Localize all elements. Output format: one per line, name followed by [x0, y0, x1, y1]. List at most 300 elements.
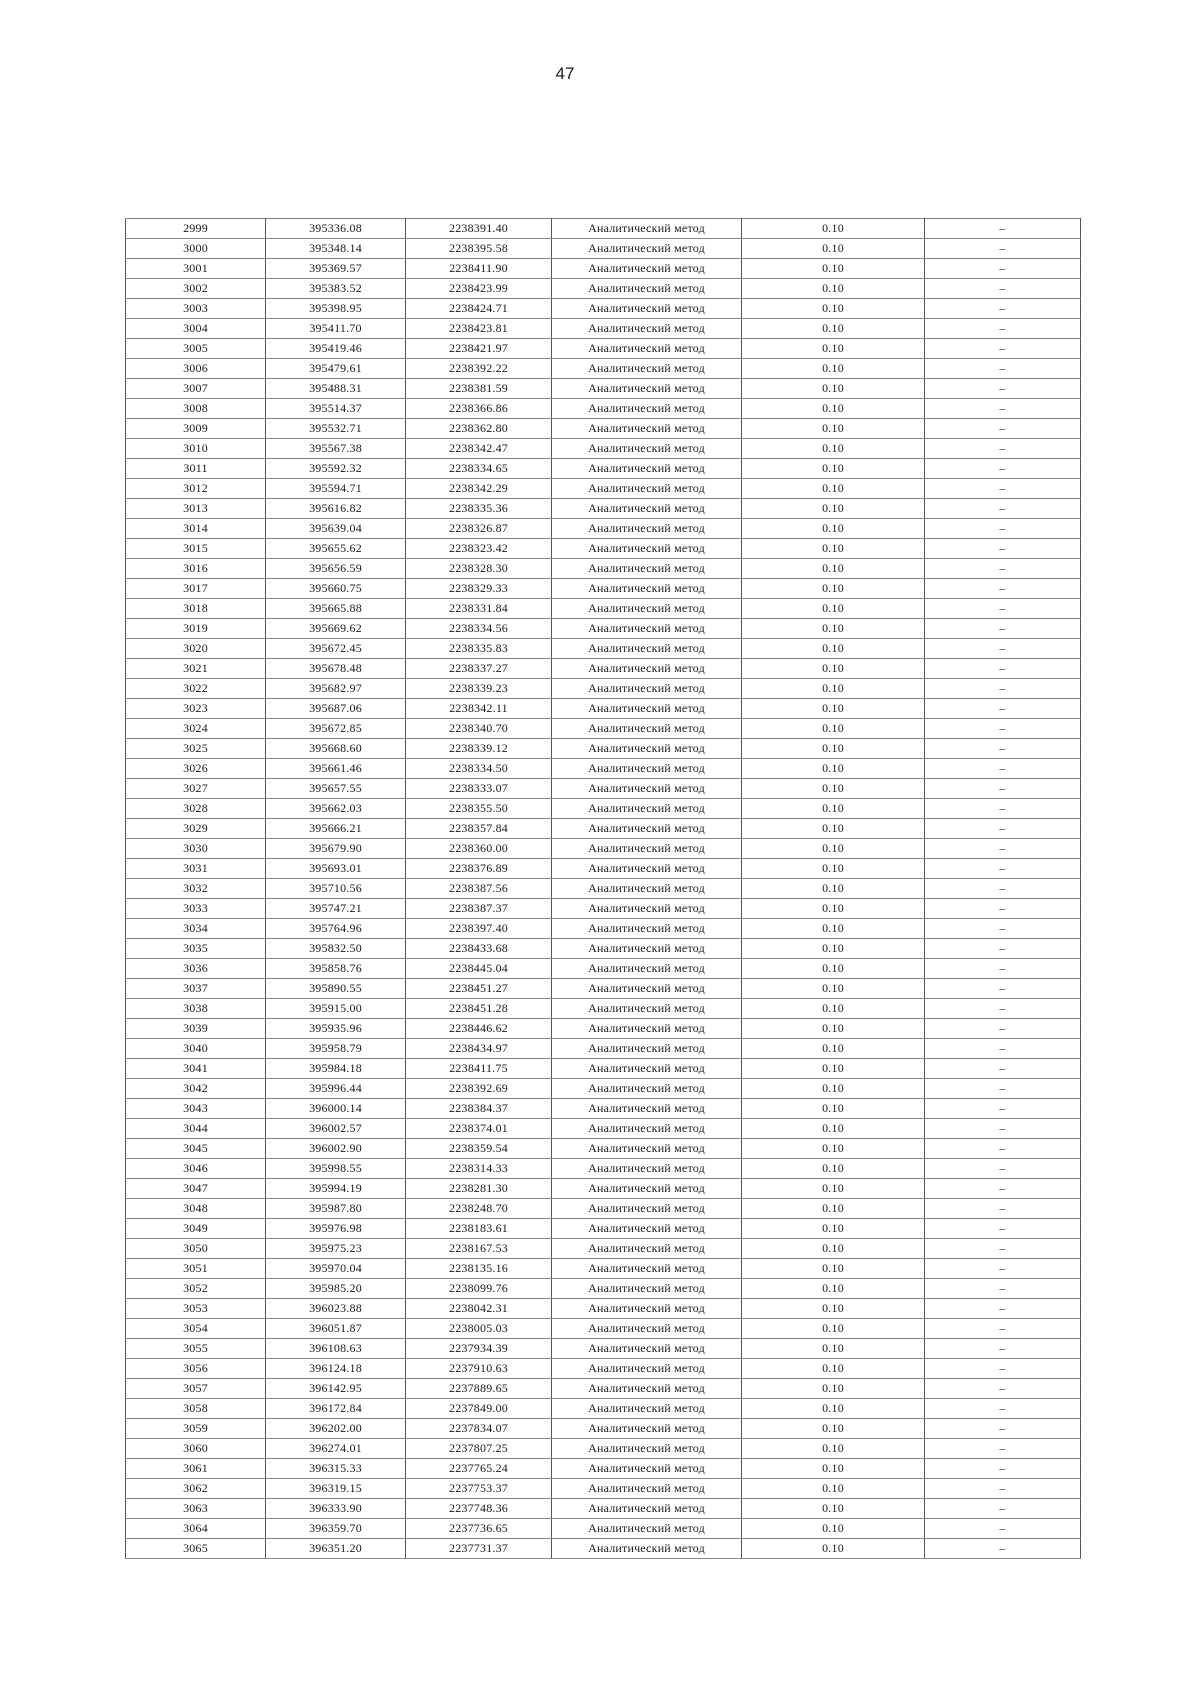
note-cell: –: [925, 519, 1081, 539]
point-number-cell: 3022: [126, 679, 266, 699]
table-row: [126, 479, 1081, 499]
x-coordinate-cell: 395411.70: [266, 319, 406, 339]
point-number-cell: 3055: [126, 1339, 266, 1359]
method-cell: Аналитический метод: [552, 1459, 742, 1479]
accuracy-cell: 0.10: [742, 1219, 925, 1239]
y-coordinate-cell: 2238357.84: [406, 819, 552, 839]
method-cell: Аналитический метод: [552, 1159, 742, 1179]
accuracy-cell: 0.10: [742, 1519, 925, 1539]
table-row: [126, 359, 1081, 379]
point-number-cell: 3024: [126, 719, 266, 739]
accuracy-cell: 0.10: [742, 1019, 925, 1039]
method-cell: Аналитический метод: [552, 1439, 742, 1459]
method-cell: Аналитический метод: [552, 519, 742, 539]
y-coordinate-cell: 2238446.62: [406, 1019, 552, 1039]
method-cell: Аналитический метод: [552, 759, 742, 779]
accuracy-cell: 0.10: [742, 219, 925, 239]
y-coordinate-cell: 2238387.37: [406, 899, 552, 919]
y-coordinate-cell: 2238381.59: [406, 379, 552, 399]
method-cell: Аналитический метод: [552, 219, 742, 239]
method-cell: Аналитический метод: [552, 1239, 742, 1259]
x-coordinate-cell: 395693.01: [266, 859, 406, 879]
x-coordinate-cell: 395616.82: [266, 499, 406, 519]
method-cell: Аналитический метод: [552, 619, 742, 639]
table-row: [126, 219, 1081, 239]
y-coordinate-cell: 2237834.07: [406, 1419, 552, 1439]
accuracy-cell: 0.10: [742, 1499, 925, 1519]
accuracy-cell: 0.10: [742, 1299, 925, 1319]
point-number-cell: 3013: [126, 499, 266, 519]
y-coordinate-cell: 2237889.65: [406, 1379, 552, 1399]
point-number-cell: 3015: [126, 539, 266, 559]
note-cell: –: [925, 1439, 1081, 1459]
y-coordinate-cell: 2238314.33: [406, 1159, 552, 1179]
accuracy-cell: 0.10: [742, 259, 925, 279]
accuracy-cell: 0.10: [742, 479, 925, 499]
table-row: [126, 759, 1081, 779]
note-cell: –: [925, 739, 1081, 759]
method-cell: Аналитический метод: [552, 919, 742, 939]
accuracy-cell: 0.10: [742, 379, 925, 399]
accuracy-cell: 0.10: [742, 639, 925, 659]
point-number-cell: 3062: [126, 1479, 266, 1499]
x-coordinate-cell: 396023.88: [266, 1299, 406, 1319]
accuracy-cell: 0.10: [742, 1539, 925, 1559]
method-cell: Аналитический метод: [552, 279, 742, 299]
note-cell: –: [925, 899, 1081, 919]
method-cell: Аналитический метод: [552, 1299, 742, 1319]
point-number-cell: 3019: [126, 619, 266, 639]
table-row: [126, 879, 1081, 899]
point-number-cell: 3064: [126, 1519, 266, 1539]
y-coordinate-cell: 2238339.23: [406, 679, 552, 699]
table-row: [126, 839, 1081, 859]
point-number-cell: 3046: [126, 1159, 266, 1179]
y-coordinate-cell: 2238342.47: [406, 439, 552, 459]
accuracy-cell: 0.10: [742, 979, 925, 999]
table-row: [126, 1219, 1081, 1239]
note-cell: –: [925, 1019, 1081, 1039]
x-coordinate-cell: 395832.50: [266, 939, 406, 959]
point-number-cell: 3041: [126, 1059, 266, 1079]
table-row: [126, 279, 1081, 299]
method-cell: Аналитический метод: [552, 559, 742, 579]
accuracy-cell: 0.10: [742, 999, 925, 1019]
note-cell: –: [925, 819, 1081, 839]
accuracy-cell: 0.10: [742, 939, 925, 959]
accuracy-cell: 0.10: [742, 659, 925, 679]
table-row: [126, 239, 1081, 259]
note-cell: –: [925, 339, 1081, 359]
table-row: [126, 679, 1081, 699]
table-row: [126, 579, 1081, 599]
table-row: [126, 819, 1081, 839]
y-coordinate-cell: 2238362.80: [406, 419, 552, 439]
point-number-cell: 3017: [126, 579, 266, 599]
x-coordinate-cell: 395994.19: [266, 1179, 406, 1199]
accuracy-cell: 0.10: [742, 899, 925, 919]
note-cell: –: [925, 1259, 1081, 1279]
y-coordinate-cell: 2238392.22: [406, 359, 552, 379]
method-cell: Аналитический метод: [552, 1259, 742, 1279]
x-coordinate-cell: 396351.20: [266, 1539, 406, 1559]
method-cell: Аналитический метод: [552, 1399, 742, 1419]
method-cell: Аналитический метод: [552, 999, 742, 1019]
y-coordinate-cell: 2237736.65: [406, 1519, 552, 1539]
point-number-cell: 3016: [126, 559, 266, 579]
table-row: [126, 259, 1081, 279]
method-cell: Аналитический метод: [552, 1379, 742, 1399]
table-row: [126, 799, 1081, 819]
table-row: [126, 519, 1081, 539]
x-coordinate-cell: 395678.48: [266, 659, 406, 679]
note-cell: –: [925, 299, 1081, 319]
note-cell: –: [925, 419, 1081, 439]
note-cell: –: [925, 479, 1081, 499]
accuracy-cell: 0.10: [742, 779, 925, 799]
accuracy-cell: 0.10: [742, 719, 925, 739]
note-cell: –: [925, 1059, 1081, 1079]
table-row: [126, 319, 1081, 339]
x-coordinate-cell: 395984.18: [266, 1059, 406, 1079]
accuracy-cell: 0.10: [742, 239, 925, 259]
accuracy-cell: 0.10: [742, 1159, 925, 1179]
x-coordinate-cell: 396315.33: [266, 1459, 406, 1479]
x-coordinate-cell: 396202.00: [266, 1419, 406, 1439]
point-number-cell: 3026: [126, 759, 266, 779]
point-number-cell: 3047: [126, 1179, 266, 1199]
y-coordinate-cell: 2238411.90: [406, 259, 552, 279]
note-cell: –: [925, 1379, 1081, 1399]
accuracy-cell: 0.10: [742, 759, 925, 779]
x-coordinate-cell: 395514.37: [266, 399, 406, 419]
note-cell: –: [925, 1279, 1081, 1299]
y-coordinate-cell: 2238099.76: [406, 1279, 552, 1299]
table-row: [126, 1479, 1081, 1499]
point-number-cell: 3010: [126, 439, 266, 459]
note-cell: –: [925, 799, 1081, 819]
point-number-cell: 3018: [126, 599, 266, 619]
x-coordinate-cell: 395915.00: [266, 999, 406, 1019]
method-cell: Аналитический метод: [552, 899, 742, 919]
point-number-cell: 3045: [126, 1139, 266, 1159]
note-cell: –: [925, 499, 1081, 519]
y-coordinate-cell: 2238424.71: [406, 299, 552, 319]
x-coordinate-cell: 395532.71: [266, 419, 406, 439]
x-coordinate-cell: 396002.57: [266, 1119, 406, 1139]
note-cell: –: [925, 619, 1081, 639]
method-cell: Аналитический метод: [552, 299, 742, 319]
point-number-cell: 3053: [126, 1299, 266, 1319]
note-cell: –: [925, 1499, 1081, 1519]
x-coordinate-cell: 395665.88: [266, 599, 406, 619]
method-cell: Аналитический метод: [552, 1119, 742, 1139]
y-coordinate-cell: 2238335.36: [406, 499, 552, 519]
x-coordinate-cell: 396051.87: [266, 1319, 406, 1339]
accuracy-cell: 0.10: [742, 959, 925, 979]
table-row: [126, 1279, 1081, 1299]
point-number-cell: 3006: [126, 359, 266, 379]
y-coordinate-cell: 2238339.12: [406, 739, 552, 759]
accuracy-cell: 0.10: [742, 299, 925, 319]
table-row: [126, 1099, 1081, 1119]
note-cell: –: [925, 1359, 1081, 1379]
table-row: [126, 739, 1081, 759]
note-cell: –: [925, 659, 1081, 679]
point-number-cell: 3040: [126, 1039, 266, 1059]
y-coordinate-cell: 2238445.04: [406, 959, 552, 979]
x-coordinate-cell: 396108.63: [266, 1339, 406, 1359]
note-cell: –: [925, 379, 1081, 399]
coordinates-table-body: [126, 219, 1081, 1559]
point-number-cell: 3044: [126, 1119, 266, 1139]
y-coordinate-cell: 2238387.56: [406, 879, 552, 899]
point-number-cell: 3029: [126, 819, 266, 839]
point-number-cell: 3027: [126, 779, 266, 799]
note-cell: –: [925, 219, 1081, 239]
accuracy-cell: 0.10: [742, 1439, 925, 1459]
accuracy-cell: 0.10: [742, 339, 925, 359]
accuracy-cell: 0.10: [742, 879, 925, 899]
x-coordinate-cell: 395639.04: [266, 519, 406, 539]
point-number-cell: 3063: [126, 1499, 266, 1519]
note-cell: –: [925, 719, 1081, 739]
y-coordinate-cell: 2237748.36: [406, 1499, 552, 1519]
y-coordinate-cell: 2238395.58: [406, 239, 552, 259]
y-coordinate-cell: 2238248.70: [406, 1199, 552, 1219]
y-coordinate-cell: 2238135.16: [406, 1259, 552, 1279]
x-coordinate-cell: 395996.44: [266, 1079, 406, 1099]
note-cell: –: [925, 1079, 1081, 1099]
accuracy-cell: 0.10: [742, 1359, 925, 1379]
y-coordinate-cell: 2237934.39: [406, 1339, 552, 1359]
table-row: [126, 619, 1081, 639]
point-number-cell: 3021: [126, 659, 266, 679]
note-cell: –: [925, 1399, 1081, 1419]
y-coordinate-cell: 2238411.75: [406, 1059, 552, 1079]
point-number-cell: 3056: [126, 1359, 266, 1379]
accuracy-cell: 0.10: [742, 399, 925, 419]
accuracy-cell: 0.10: [742, 819, 925, 839]
point-number-cell: 3030: [126, 839, 266, 859]
y-coordinate-cell: 2238281.30: [406, 1179, 552, 1199]
method-cell: Аналитический метод: [552, 979, 742, 999]
x-coordinate-cell: 395672.45: [266, 639, 406, 659]
x-coordinate-cell: 395660.75: [266, 579, 406, 599]
x-coordinate-cell: 395975.23: [266, 1239, 406, 1259]
x-coordinate-cell: 396142.95: [266, 1379, 406, 1399]
point-number-cell: 3025: [126, 739, 266, 759]
method-cell: Аналитический метод: [552, 1319, 742, 1339]
x-coordinate-cell: 395970.04: [266, 1259, 406, 1279]
point-number-cell: 3037: [126, 979, 266, 999]
method-cell: Аналитический метод: [552, 1539, 742, 1559]
table-row: [126, 1419, 1081, 1439]
y-coordinate-cell: 2238183.61: [406, 1219, 552, 1239]
accuracy-cell: 0.10: [742, 699, 925, 719]
y-coordinate-cell: 2238360.00: [406, 839, 552, 859]
point-number-cell: 3059: [126, 1419, 266, 1439]
accuracy-cell: 0.10: [742, 279, 925, 299]
accuracy-cell: 0.10: [742, 439, 925, 459]
accuracy-cell: 0.10: [742, 859, 925, 879]
y-coordinate-cell: 2238334.65: [406, 459, 552, 479]
method-cell: Аналитический метод: [552, 1059, 742, 1079]
y-coordinate-cell: 2237765.24: [406, 1459, 552, 1479]
point-number-cell: 3005: [126, 339, 266, 359]
accuracy-cell: 0.10: [742, 919, 925, 939]
table-row: [126, 379, 1081, 399]
x-coordinate-cell: 395655.62: [266, 539, 406, 559]
x-coordinate-cell: 395662.03: [266, 799, 406, 819]
table-row: [126, 499, 1081, 519]
method-cell: Аналитический метод: [552, 1139, 742, 1159]
method-cell: Аналитический метод: [552, 459, 742, 479]
note-cell: –: [925, 319, 1081, 339]
point-number-cell: 3034: [126, 919, 266, 939]
table-row: [126, 299, 1081, 319]
note-cell: –: [925, 1539, 1081, 1559]
method-cell: Аналитический метод: [552, 739, 742, 759]
table-row: [126, 1459, 1081, 1479]
method-cell: Аналитический метод: [552, 839, 742, 859]
note-cell: –: [925, 1459, 1081, 1479]
method-cell: Аналитический метод: [552, 479, 742, 499]
method-cell: Аналитический метод: [552, 439, 742, 459]
method-cell: Аналитический метод: [552, 1359, 742, 1379]
y-coordinate-cell: 2238423.99: [406, 279, 552, 299]
accuracy-cell: 0.10: [742, 799, 925, 819]
method-cell: Аналитический метод: [552, 359, 742, 379]
table-row: [126, 339, 1081, 359]
point-number-cell: 3039: [126, 1019, 266, 1039]
x-coordinate-cell: 395682.97: [266, 679, 406, 699]
table-row: [126, 659, 1081, 679]
table-row: [126, 1159, 1081, 1179]
method-cell: Аналитический метод: [552, 939, 742, 959]
y-coordinate-cell: 2238329.33: [406, 579, 552, 599]
point-number-cell: 3031: [126, 859, 266, 879]
x-coordinate-cell: 395661.46: [266, 759, 406, 779]
y-coordinate-cell: 2238342.29: [406, 479, 552, 499]
table-row: [126, 1019, 1081, 1039]
accuracy-cell: 0.10: [742, 459, 925, 479]
x-coordinate-cell: 396172.84: [266, 1399, 406, 1419]
table-row: [126, 1439, 1081, 1459]
accuracy-cell: 0.10: [742, 1339, 925, 1359]
method-cell: Аналитический метод: [552, 239, 742, 259]
point-number-cell: 3003: [126, 299, 266, 319]
x-coordinate-cell: 396333.90: [266, 1499, 406, 1519]
table-row: [126, 539, 1081, 559]
x-coordinate-cell: 395976.98: [266, 1219, 406, 1239]
note-cell: –: [925, 439, 1081, 459]
x-coordinate-cell: 396359.70: [266, 1519, 406, 1539]
y-coordinate-cell: 2238333.07: [406, 779, 552, 799]
x-coordinate-cell: 395672.85: [266, 719, 406, 739]
point-number-cell: 3051: [126, 1259, 266, 1279]
accuracy-cell: 0.10: [742, 419, 925, 439]
table-row: [126, 599, 1081, 619]
accuracy-cell: 0.10: [742, 1179, 925, 1199]
method-cell: Аналитический метод: [552, 579, 742, 599]
point-number-cell: 3002: [126, 279, 266, 299]
table-row: [126, 1359, 1081, 1379]
accuracy-cell: 0.10: [742, 519, 925, 539]
point-number-cell: 3038: [126, 999, 266, 1019]
accuracy-cell: 0.10: [742, 499, 925, 519]
point-number-cell: 3060: [126, 1439, 266, 1459]
point-number-cell: 3012: [126, 479, 266, 499]
point-number-cell: 3020: [126, 639, 266, 659]
y-coordinate-cell: 2238334.56: [406, 619, 552, 639]
table-row: [126, 719, 1081, 739]
accuracy-cell: 0.10: [742, 359, 925, 379]
note-cell: –: [925, 1119, 1081, 1139]
x-coordinate-cell: 396274.01: [266, 1439, 406, 1459]
note-cell: –: [925, 699, 1081, 719]
accuracy-cell: 0.10: [742, 1059, 925, 1079]
method-cell: Аналитический метод: [552, 1219, 742, 1239]
note-cell: –: [925, 1039, 1081, 1059]
y-coordinate-cell: 2238335.83: [406, 639, 552, 659]
note-cell: –: [925, 839, 1081, 859]
note-cell: –: [925, 359, 1081, 379]
x-coordinate-cell: 395656.59: [266, 559, 406, 579]
y-coordinate-cell: 2238434.97: [406, 1039, 552, 1059]
method-cell: Аналитический метод: [552, 819, 742, 839]
table-row: [126, 919, 1081, 939]
y-coordinate-cell: 2238340.70: [406, 719, 552, 739]
point-number-cell: 3011: [126, 459, 266, 479]
x-coordinate-cell: 395668.60: [266, 739, 406, 759]
note-cell: –: [925, 1239, 1081, 1259]
accuracy-cell: 0.10: [742, 1399, 925, 1419]
point-number-cell: 3052: [126, 1279, 266, 1299]
point-number-cell: 3057: [126, 1379, 266, 1399]
note-cell: –: [925, 599, 1081, 619]
method-cell: Аналитический метод: [552, 859, 742, 879]
method-cell: Аналитический метод: [552, 1279, 742, 1299]
note-cell: –: [925, 759, 1081, 779]
note-cell: –: [925, 1519, 1081, 1539]
note-cell: –: [925, 779, 1081, 799]
x-coordinate-cell: 395669.62: [266, 619, 406, 639]
x-coordinate-cell: 395369.57: [266, 259, 406, 279]
table-row: [126, 439, 1081, 459]
accuracy-cell: 0.10: [742, 319, 925, 339]
note-cell: –: [925, 1139, 1081, 1159]
y-coordinate-cell: 2238334.50: [406, 759, 552, 779]
y-coordinate-cell: 2238421.97: [406, 339, 552, 359]
note-cell: –: [925, 1219, 1081, 1239]
note-cell: –: [925, 1199, 1081, 1219]
note-cell: –: [925, 879, 1081, 899]
note-cell: –: [925, 1339, 1081, 1359]
point-number-cell: 3001: [126, 259, 266, 279]
y-coordinate-cell: 2238042.31: [406, 1299, 552, 1319]
y-coordinate-cell: 2238433.68: [406, 939, 552, 959]
table-row: [126, 939, 1081, 959]
point-number-cell: 3058: [126, 1399, 266, 1419]
accuracy-cell: 0.10: [742, 1039, 925, 1059]
point-number-cell: 3061: [126, 1459, 266, 1479]
y-coordinate-cell: 2238374.01: [406, 1119, 552, 1139]
accuracy-cell: 0.10: [742, 1119, 925, 1139]
accuracy-cell: 0.10: [742, 1259, 925, 1279]
x-coordinate-cell: 395398.95: [266, 299, 406, 319]
y-coordinate-cell: 2237731.37: [406, 1539, 552, 1559]
